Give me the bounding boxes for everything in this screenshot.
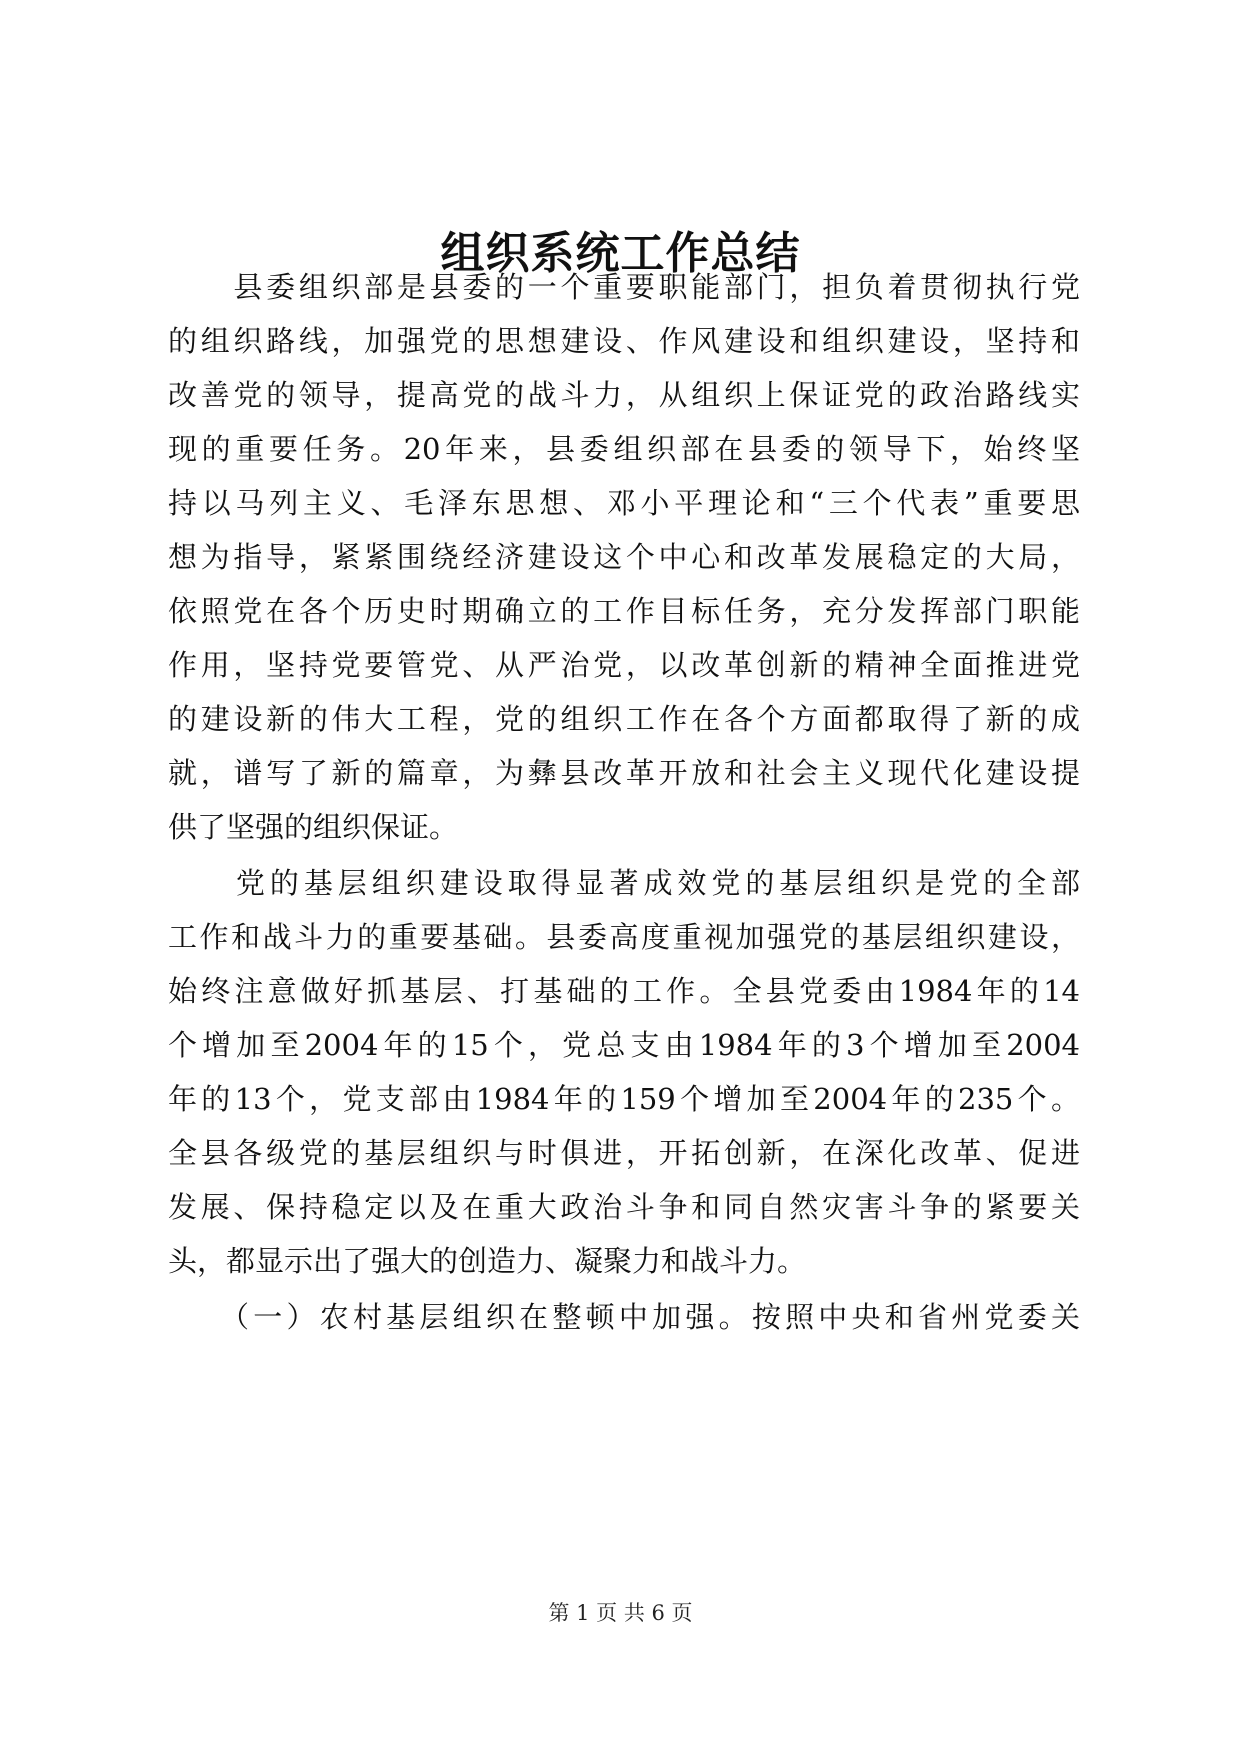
body-line: 现的重要任务。20年来，县委组织部在县委的领导下，始终坚 [168, 432, 1080, 466]
body-line: 全县各级党的基层组织与时俱进，开拓创新，在深化改革、促进 [168, 1136, 1080, 1170]
body-line: 供了坚强的组织保证。 [168, 810, 459, 844]
body-line: 依照党在各个历史时期确立的工作目标任务，充分发挥部门职能 [168, 594, 1080, 628]
body-line: 工作和战斗力的重要基础。县委高度重视加强党的基层组织建设， [168, 920, 1080, 954]
body-line: （一）农村基层组织在整顿中加强。按照中央和省州党委关 [168, 1300, 1080, 1334]
body-line: 的建设新的伟大工程，党的组织工作在各个方面都取得了新的成 [168, 702, 1080, 736]
body-line: 的组织路线，加强党的思想建设、作风建设和组织建设，坚持和 [168, 324, 1080, 358]
body-line: 想为指导，紧紧围绕经济建设这个中心和改革发展稳定的大局， [168, 540, 1080, 574]
body-line: 县委组织部是县委的一个重要职能部门，担负着贯彻执行党 [168, 270, 1080, 304]
body-line: 头，都显示出了强大的创造力、凝聚力和战斗力。 [168, 1244, 807, 1278]
page-number-footer: 第 1 页 共 6 页 [548, 1601, 693, 1625]
body-line: 年的13个，党支部由1984年的159个增加至2004年的235个。 [168, 1082, 1080, 1116]
body-line: 持以马列主义、毛泽东思想、邓小平理论和“三个代表”重要思 [168, 486, 1080, 520]
body-line: 作用，坚持党要管党、从严治党，以改革创新的精神全面推进党 [168, 648, 1080, 682]
body-line: 个增加至2004年的15个，党总支由1984年的3个增加至2004 [168, 1028, 1080, 1062]
body-line: 改善党的领导，提高党的战斗力，从组织上保证党的政治路线实 [168, 378, 1080, 412]
body-line: 发展、保持稳定以及在重大政治斗争和同自然灾害斗争的紧要关 [168, 1190, 1080, 1224]
body-line: 党的基层组织建设取得显著成效党的基层组织是党的全部 [168, 866, 1080, 900]
document-title: 组织系统工作总结 [440, 228, 801, 279]
body-line: 始终注意做好抓基层、打基础的工作。全县党委由1984年的14 [168, 974, 1080, 1008]
body-line: 就，谱写了新的篇章，为彝县改革开放和社会主义现代化建设提 [168, 756, 1080, 790]
